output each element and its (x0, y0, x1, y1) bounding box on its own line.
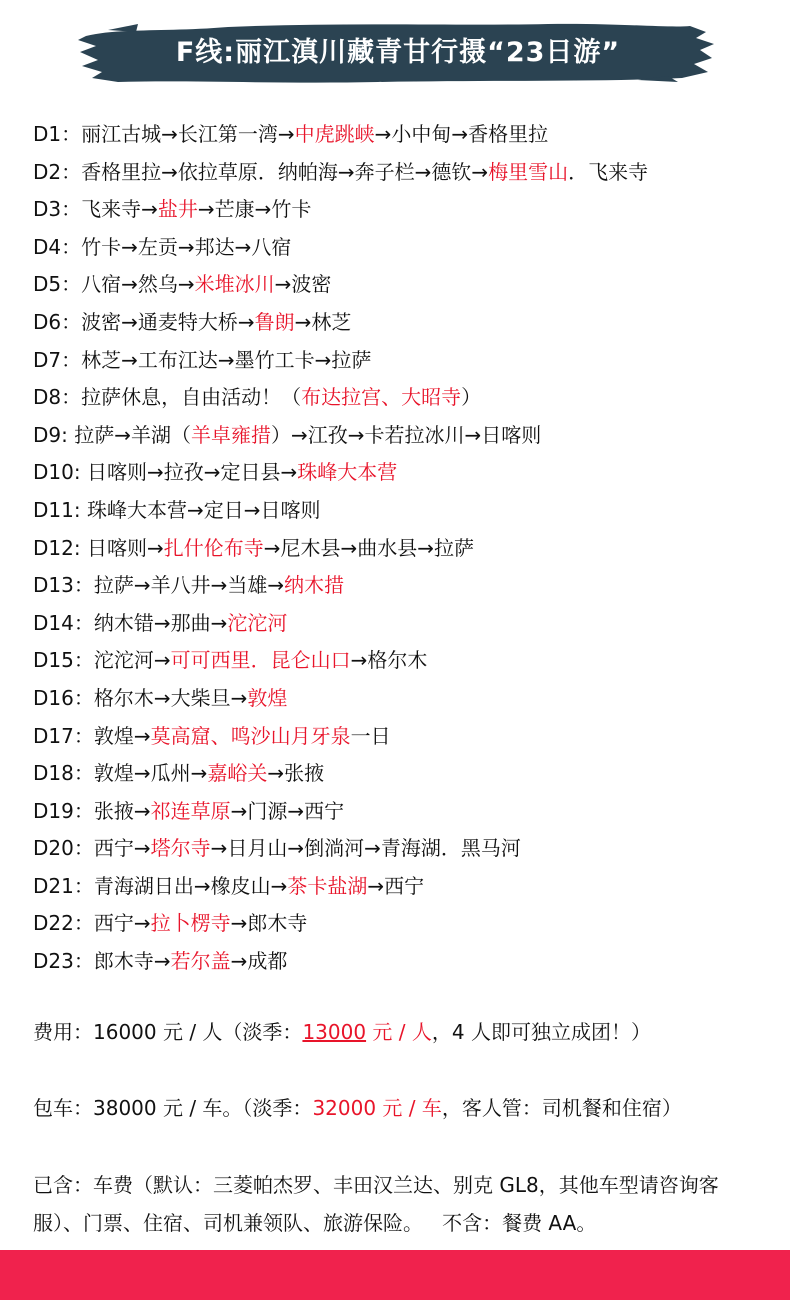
route-text: ）→江孜→卡若拉冰川→日喀则 (271, 422, 542, 447)
route-text: 竹卡→左贡→邦达→八宿 (81, 234, 292, 259)
included-section (33, 1166, 758, 1242)
highlight-destination: 塔尔寺 (150, 836, 211, 861)
highlight-destination: 敦煌 (247, 685, 288, 710)
highlight-destination: 沱沱河 (227, 610, 288, 635)
itinerary-row (33, 755, 773, 793)
itinerary-row (33, 492, 773, 530)
highlight-destination: 莫高窟、鸣沙山月牙泉 (150, 723, 351, 748)
day-label: D13： (33, 573, 94, 598)
route-text: 张掖→ (93, 798, 151, 823)
day-label: D23： (33, 949, 94, 974)
day-label: D3： (33, 197, 82, 222)
route-text: 一日 (350, 723, 391, 748)
day-label: D20： (33, 836, 94, 861)
route-text: 珠峰大本营→定日→日喀则 (86, 497, 321, 522)
route-text: 敦煌→瓜州→ (93, 761, 208, 786)
route-text: 西宁→ (93, 836, 151, 861)
itinerary-row (33, 454, 773, 492)
day-label: D10: (33, 460, 87, 485)
day-label: D22： (33, 911, 94, 936)
highlight-destination: 梅里雪山 (488, 159, 569, 184)
itinerary-row (33, 793, 773, 831)
route-text: 日喀则→拉孜→定日县→ (86, 460, 298, 485)
route-text: →郎木寺 (230, 911, 308, 936)
route-text: →成都 (230, 949, 288, 974)
itinerary-row (33, 266, 773, 304)
highlight-destination: 茶卡盐湖 (287, 873, 368, 898)
page-title: F线:丽江滇川藏青甘行摄“23日游” (175, 37, 621, 68)
route-text: →张掖 (267, 761, 325, 786)
car-offpeak-price: 32000 元 / 车 (312, 1096, 442, 1120)
route-text: 沱沱河→ (93, 648, 171, 673)
route-text: 拉萨→羊湖（ (74, 422, 191, 447)
day-label: D19： (33, 798, 94, 823)
route-text: 丽江古城→长江第一湾→ (81, 122, 295, 146)
itinerary-row (33, 567, 773, 605)
highlight-destination: 扎什伦布寺 (163, 535, 264, 560)
route-text: 敦煌→ (93, 723, 151, 748)
day-label: D4： (33, 234, 82, 259)
day-label: D6： (33, 309, 82, 334)
itinerary-row (33, 342, 773, 380)
car-note: ，客人管：司机餐和住宿） (441, 1096, 682, 1120)
car-label: 包车： (33, 1096, 93, 1120)
footer-bar (0, 1250, 790, 1300)
day-label: D5： (33, 272, 82, 297)
fee-offpeak-unit: 元 / 人 (366, 1020, 432, 1044)
route-text: →日月山→倒淌河→青海湖．黑马河 (210, 836, 521, 861)
route-text: 八宿→然乌→ (81, 272, 195, 297)
day-label: D2： (33, 159, 82, 184)
day-label: D7： (33, 347, 82, 372)
excluded-text: 不含：餐费 AA。 (442, 1211, 597, 1235)
highlight-destination: 若尔盖 (170, 949, 231, 974)
route-text: →芒康→竹卡 (197, 197, 312, 222)
day-label: D14： (33, 610, 94, 635)
highlight-destination: 盐井 (157, 197, 198, 222)
fee-line (33, 1016, 758, 1045)
route-text: →波密 (274, 272, 332, 297)
day-label: D1： (33, 122, 82, 146)
itinerary-row (33, 116, 773, 154)
route-text: →门源→西宁 (230, 798, 345, 823)
itinerary-row (33, 718, 773, 756)
day-label: D18： (33, 761, 94, 786)
highlight-destination: 鲁朗 (254, 309, 295, 334)
route-text: →格尔木 (350, 648, 428, 673)
highlight-destination: 嘉峪关 (207, 761, 268, 786)
highlight-destination: 祁连草原 (150, 798, 231, 823)
route-text: ） (461, 385, 482, 410)
route-text: →西宁 (367, 873, 425, 898)
itinerary-row (33, 680, 773, 718)
route-text: 香格里拉→依拉草原．纳帕海→奔子栏→德钦→ (81, 159, 489, 184)
route-text: 波密→通麦特大桥→ (81, 309, 255, 334)
day-label: D12: (33, 535, 87, 560)
highlight-destination: 羊卓雍措 (191, 422, 271, 447)
itinerary-row (33, 229, 773, 267)
included-text: 已含：车费（默认：三菱帕杰罗、丰田汉兰达、别克 GL8，其他车型请咨询客服）、门票、住宿、司机兼领队、旅游保险。 (33, 1173, 719, 1235)
route-text: 纳木错→那曲→ (93, 610, 228, 635)
itinerary-row (33, 379, 773, 417)
title-banner (78, 22, 718, 84)
day-label: D8： (33, 385, 82, 410)
itinerary-row (33, 417, 773, 455)
itinerary-row (33, 304, 773, 342)
day-label: D21： (33, 873, 94, 898)
itinerary-list (33, 116, 773, 981)
highlight-destination: 拉卜楞寺 (150, 911, 231, 936)
highlight-destination: 布达拉宫、大昭寺 (301, 385, 462, 410)
itinerary-row (33, 943, 773, 981)
day-label: D15： (33, 648, 94, 673)
day-label: D9: (33, 422, 75, 447)
fee-offpeak-number: 13000 (302, 1020, 367, 1044)
route-text: 郎木寺→ (93, 949, 171, 974)
route-text: 青海湖日出→橡皮山→ (93, 873, 288, 898)
itinerary-row (33, 154, 773, 192)
route-text: ．飞来寺 (568, 159, 649, 184)
route-text: 拉萨休息，自由活动！（ (81, 385, 302, 410)
fee-price: 16000 元 / 人（淡季： (93, 1020, 303, 1044)
highlight-destination: 珠峰大本营 (297, 460, 398, 485)
route-text: 拉萨→羊八井→当雄→ (93, 573, 285, 598)
route-text: 飞来寺→ (81, 197, 158, 222)
highlight-destination: 米堆冰川 (194, 272, 275, 297)
route-text: 西宁→ (93, 911, 151, 936)
highlight-destination: 中虎跳峡 (294, 122, 375, 146)
itinerary-row (33, 605, 773, 643)
route-text: 格尔木→大柴旦→ (93, 685, 248, 710)
route-text: →林芝 (294, 309, 352, 334)
itinerary-row (33, 830, 773, 868)
route-text: 日喀则→ (86, 535, 164, 560)
day-label: D17： (33, 723, 94, 748)
car-price: 38000 元 / 车。（淡季： (93, 1096, 313, 1120)
highlight-destination: 纳木措 (284, 573, 345, 598)
day-label: D11: (33, 497, 87, 522)
itinerary-row (33, 868, 773, 906)
car-rental-line (33, 1092, 758, 1121)
itinerary-row (33, 642, 773, 680)
route-text: →小中甸→香格里拉 (374, 122, 549, 146)
route-text: 林芝→工布江达→墨竹工卡→拉萨 (81, 347, 372, 372)
day-label: D16： (33, 685, 94, 710)
itinerary-row (33, 530, 773, 568)
fee-note: ，4 人即可独立成团！） (431, 1020, 651, 1044)
highlight-destination: 可可西里．昆仑山口 (170, 648, 351, 673)
route-text: →尼木县→曲水县→拉萨 (263, 535, 474, 560)
itinerary-row (33, 905, 773, 943)
itinerary-row (33, 191, 773, 229)
fee-label: 费用： (33, 1020, 93, 1044)
